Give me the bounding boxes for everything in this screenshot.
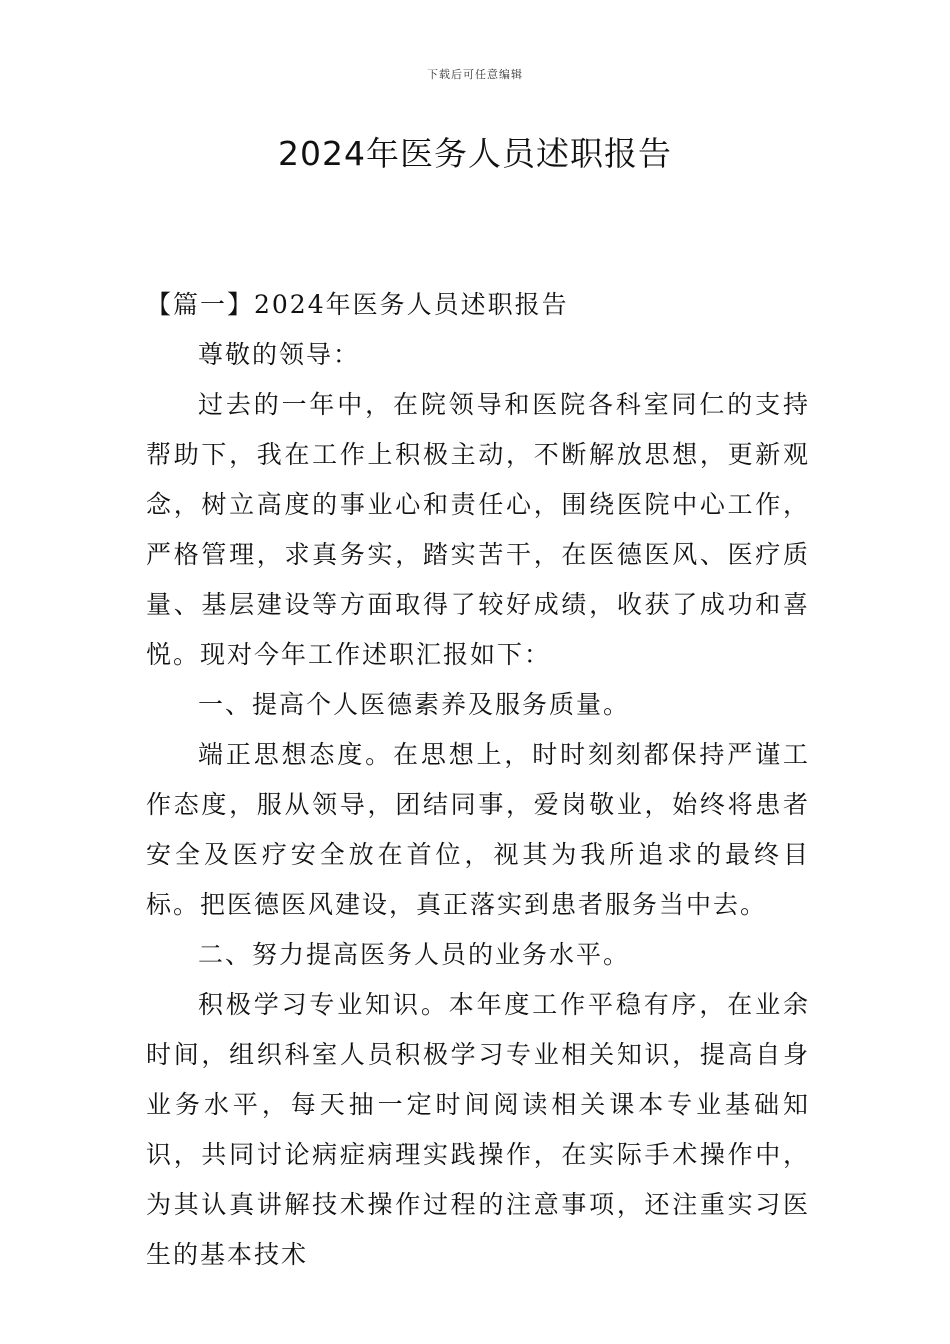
subheading-two: 二、努力提高医务人员的业务水平。 bbox=[198, 940, 631, 969]
header-note: 下载后可任意编辑 bbox=[427, 68, 523, 81]
section-heading: 【篇一】2024年医务人员述职报告 bbox=[146, 290, 569, 319]
paragraph-learning: 积极学习专业知识。本年度工作平稳有序，在业余时间，组织科室人员积极学习专业相关知识，提高自身业务水平，每天抽一定时间阅读相关课本专业基础知识，共同讨论病症病理实践操作，在实际手术操作中，为其认真讲解技术操作过程的注意事项，还注重实习医生的基本技术 bbox=[146, 990, 810, 1269]
intro-paragraph: 过去的一年中，在院领导和医院各科室同仁的支持帮助下，我在工作上积极主动，不断解放思想，更新观念，树立高度的事业心和责任心，围绕医院中心工作，严格管理，求真务实，踏实苦干，在医德医风、医疗质量、基层建设等方面取得了较好成绩，收获了成功和喜悦。现对今年工作述职汇报如下： bbox=[146, 390, 810, 669]
salutation: 尊敬的领导： bbox=[198, 340, 361, 369]
document-title: 2024年医务人员述职报告 bbox=[278, 134, 672, 173]
document-body bbox=[146, 280, 810, 1280]
subheading-one: 一、提高个人医德素养及服务质量。 bbox=[198, 690, 631, 719]
paragraph-attitude: 端正思想态度。在思想上，时时刻刻都保持严谨工作态度，服从领导，团结同事，爱岗敬业，始终将患者安全及医疗安全放在首位，视其为我所追求的最终目标。把医德医风建设，真正落实到患者服务当中去。 bbox=[146, 740, 810, 919]
